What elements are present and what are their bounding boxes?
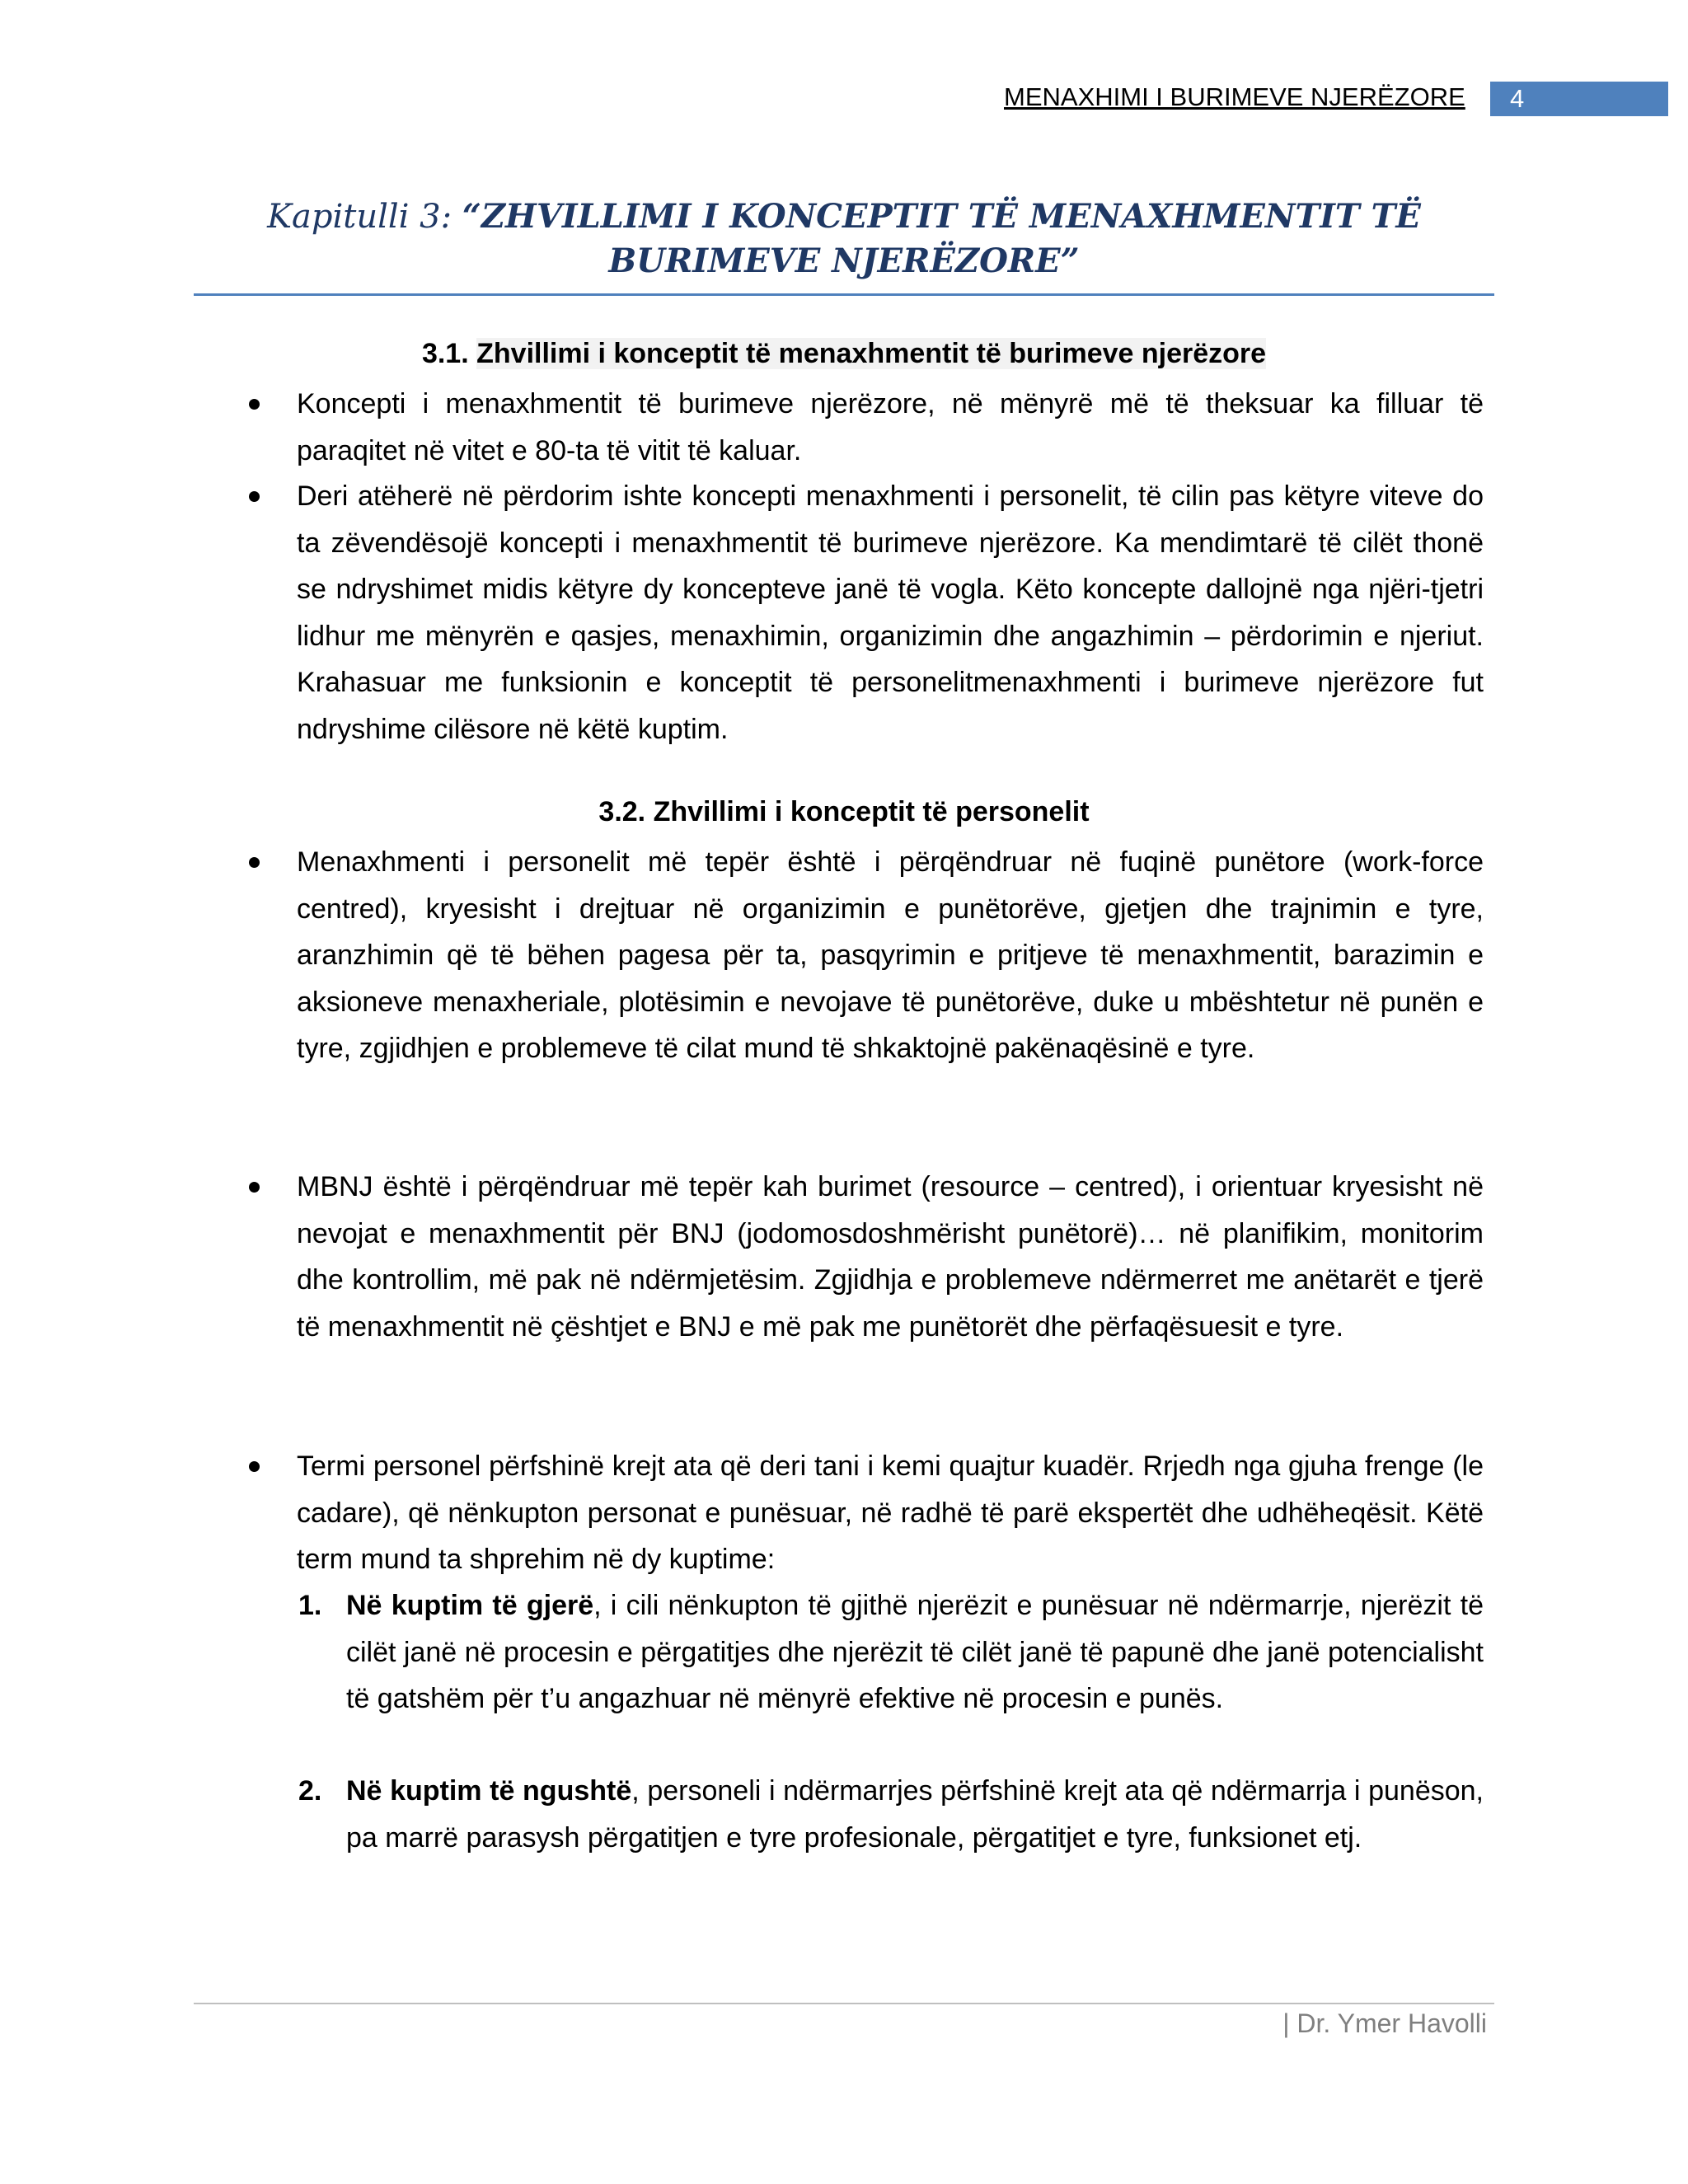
item-text: , i cili nënkupton të gjithë njerëzit e punësuar në ndërmarrje, njerëzit të cilët janë në procesin e përgatitjes dhe njerëzit të cilët janë të papunë dhe janë potencialisht të gatshëm për t’u angazhuar në mënyrë efektive në procesin e punës. [346,1590,1484,1714]
numbered-item [298,1768,1484,1861]
list-item [297,1443,1484,1583]
item-number: 1. [298,1590,322,1621]
item-term: Në kuptim të gjerë [346,1590,594,1621]
list-item [297,473,1484,752]
list-item-text: Deri atëherë në përdorim ishte koncepti menaxhmenti i personelit, të cilin pas këtyre viteve do ta zëvendësojë koncepti i menaxhmentit të burimeve njerëzore. Ka mendimtarë të cilët thonë se ndryshimet midis këtyre dy koncepteve janë të vogla. Këto koncepte dallojnë nga njëri-tjetri lidhur me mënyrën e qasjes, menaxhimin, organizimin dhe angazhimin – përdorimin e njeriut. Krahasuar me funksionin e konceptit të personelitmenaxhmenti i burimeve njerëzore fut ndryshime cilësore në këtë kuptim. [297,480,1484,745]
list-item-text: Menaxhmenti i personelit më tepër është i përqëndruar në fuqinë punëtore (work-force centred), kryesisht i drejtuar në organizimin e punëtorëve, gjetjen dhe trajnimin e tyre, aranzhimin që të bëhen pagesa për ta, pasqyrimin e pritjeve të menaxhmentit, barazimin e aksioneve menaxheriale, plotësimin e nevojave të punëtorëve, duke u mbështetur në punën e tyre, zgjidhjen e problemeve të cilat mund të shkaktojnë pakënaqësinë e tyre. [297,846,1484,1064]
chapter-prefix: Kapitulli 3: [267,198,462,236]
item-number: 2. [298,1775,322,1807]
bullet-icon [249,491,260,502]
bullet-icon [249,1461,260,1472]
chapter-title [194,194,1494,284]
bullet-icon [249,857,260,868]
chapter-name: “ZHVILLIMI I KONCEPTIT TË MENAXHMENTIT TË BURIMEVE NJERËZORE” [462,197,1421,280]
section-heading-3-1 [194,338,1494,370]
footer-author: | Dr. Ymer Havolli [1282,2008,1487,2038]
section-number: 3.1. [421,338,469,369]
list-item [297,839,1484,1072]
bullet-icon [249,399,260,410]
page-number: 4 [1490,82,1668,116]
header-title: MENAXHIMI I BURIMEVE NJERËZORE [1004,82,1465,111]
bullet-icon [249,1182,260,1193]
item-text: , personeli i ndërmarrjes përfshinë krejt ata që ndërmarrja i punëson, pa marrë parasysh përgatitjen e tyre profesionale, përgatitjet e tyre, funksionet etj. [346,1775,1484,1854]
list-item-text: MBNJ është i përqëndruar më tepër kah burimet (resource – centred), i orientuar kryesisht në nevojat e menaxhmentit për BNJ (jodomosdoshmërisht punëtorë)… në planifikim, monitorim dhe kontrollim, më pak në ndërmjetësim. Zgjidhja e problemeve ndërmerret me anëtarët e tjerë të menaxhmentit në çështjet e BNJ e më pak me punëtorët dhe përfaqësuesit e tyre. [297,1171,1484,1343]
list-item [297,1164,1484,1350]
list-item-text: Termi personel përfshinë krejt ata që deri tani i kemi quajtur kuadër. Rrjedh nga gjuha frenge (le cadare), që nënkupton personat e punësuar, në radhë të parë ekspertët dhe udhëheqësit. Këtë term mund ta shprehim në dy kuptime: [297,1451,1484,1575]
list-item-text: Koncepti i menaxhmentit të burimeve njerëzore, në mënyrë më të theksuar ka filluar të paraqitet në vitet e 80-ta të vitit të kaluar. [297,388,1484,466]
list-item [297,381,1484,474]
section-title: Zhvillimi i konceptit të menaxhmentit të burimeve njerëzore [476,338,1267,369]
chapter-divider [194,293,1494,296]
section-heading-3-2: 3.2. Zhvillimi i konceptit të personelit [598,796,1090,827]
item-term: Në kuptim të ngushtë [346,1775,632,1807]
numbered-item [298,1582,1484,1722]
footer-divider [194,2003,1494,2004]
